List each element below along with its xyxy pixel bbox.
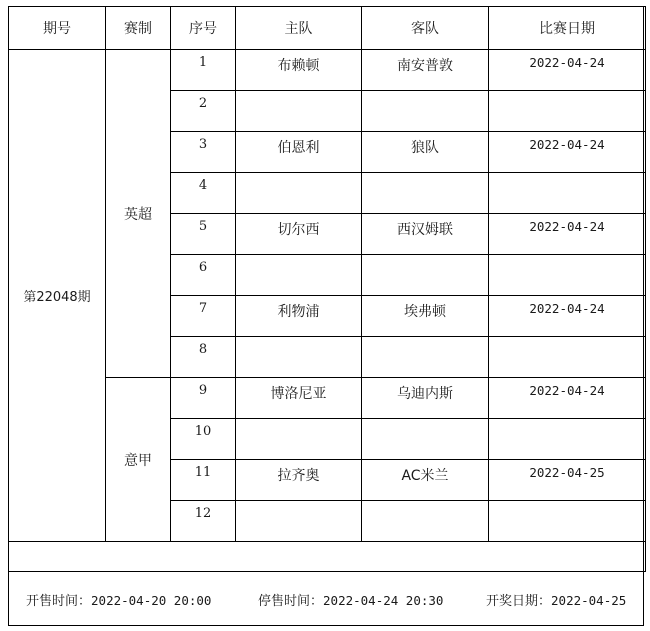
sale-end-label: 停售时间： (258, 594, 324, 609)
home-team-cell: 布赖顿 (236, 50, 362, 91)
header-date: 比赛日期 (489, 7, 646, 50)
draw-date-value: 2022-04-25 (551, 593, 627, 608)
away-team-cell: 乌迪内斯 (362, 378, 489, 419)
seq-cell: 2 (171, 91, 236, 132)
seq-cell: 8 (171, 337, 236, 378)
away-team-cell: 埃弗顿 (362, 296, 489, 337)
header-home: 主队 (236, 7, 362, 50)
header-league: 赛制 (106, 7, 171, 50)
away-team-cell (362, 173, 489, 214)
period-cell: 第22048期 (9, 50, 106, 542)
away-team-cell: 南安普敦 (362, 50, 489, 91)
home-team-cell (236, 173, 362, 214)
away-team-cell (362, 337, 489, 378)
seq-cell: 9 (171, 378, 236, 419)
away-team-cell: AC米兰 (362, 460, 489, 501)
header-away: 客队 (362, 7, 489, 50)
match-date-cell (489, 419, 646, 460)
sale-info-footer (8, 584, 644, 626)
away-team-cell: 狼队 (362, 132, 489, 173)
seq-cell: 11 (171, 460, 236, 501)
away-team-cell (362, 91, 489, 132)
header-row (9, 7, 646, 50)
seq-cell: 10 (171, 419, 236, 460)
header-seq: 序号 (171, 7, 236, 50)
match-date-cell (489, 337, 646, 378)
league-cell-premier: 英超 (106, 50, 171, 378)
home-team-cell (236, 419, 362, 460)
blank-cell (9, 542, 646, 572)
match-date-cell: 2022-04-24 (489, 214, 646, 255)
away-team-cell (362, 501, 489, 542)
away-team-cell (362, 255, 489, 296)
match-date-cell (489, 501, 646, 542)
match-date-cell (489, 91, 646, 132)
match-date-cell: 2022-04-24 (489, 296, 646, 337)
seq-cell: 1 (171, 50, 236, 91)
home-team-cell: 博洛尼亚 (236, 378, 362, 419)
table-row (9, 50, 646, 91)
match-date-cell: 2022-04-24 (489, 50, 646, 91)
sale-end (258, 590, 443, 609)
home-team-cell: 拉齐奥 (236, 460, 362, 501)
home-team-cell: 切尔西 (236, 214, 362, 255)
sale-start-value: 2022-04-20 20:00 (91, 593, 212, 608)
header-period: 期号 (9, 7, 106, 50)
away-team-cell (362, 419, 489, 460)
schedule-table (8, 6, 646, 572)
home-team-cell (236, 91, 362, 132)
match-date-cell: 2022-04-24 (489, 132, 646, 173)
seq-cell: 6 (171, 255, 236, 296)
home-team-cell: 伯恩利 (236, 132, 362, 173)
sale-end-value: 2022-04-24 20:30 (323, 593, 444, 608)
seq-cell: 12 (171, 501, 236, 542)
home-team-cell (236, 255, 362, 296)
sale-start-label: 开售时间： (26, 594, 92, 609)
draw-date-label: 开奖日期： (486, 594, 552, 609)
league-cell-serie-a: 意甲 (106, 378, 171, 542)
blank-row (9, 542, 646, 572)
seq-cell: 5 (171, 214, 236, 255)
sale-start (26, 590, 211, 609)
seq-cell: 3 (171, 132, 236, 173)
seq-cell: 7 (171, 296, 236, 337)
match-date-cell (489, 173, 646, 214)
home-team-cell (236, 337, 362, 378)
match-date-cell (489, 255, 646, 296)
home-team-cell (236, 501, 362, 542)
home-team-cell: 利物浦 (236, 296, 362, 337)
seq-cell: 4 (171, 173, 236, 214)
away-team-cell: 西汉姆联 (362, 214, 489, 255)
match-date-cell: 2022-04-25 (489, 460, 646, 501)
draw-date (486, 590, 626, 609)
match-date-cell: 2022-04-24 (489, 378, 646, 419)
